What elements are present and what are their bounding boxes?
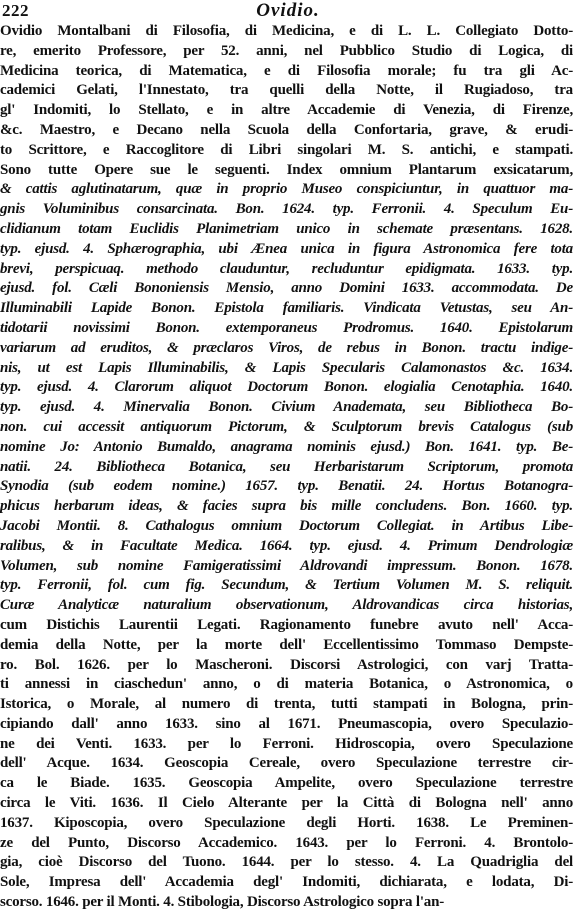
text-line: & cattis aglutinatarum, quæ in proprio Museo conspiciuntur, in quattuor ma- [0,181,573,198]
text-line: clidianum totam Euclidis Planimetriam unico in schemate præsentans. 1628. [0,220,573,237]
text-line: nis, ut est Lapis Illuminabilis, & Lapis Specularis Calamonastos &c. 1634. [0,359,573,376]
text-line: to Scrittore, e Raccoglitore di Libri singolari M. S. antichi, e stampati. [0,141,573,158]
text-line: gl' Indomiti, lo Stellato, e in altre Accademie di Venezia, di Firenze, [0,102,573,119]
running-head: Ovidio. [256,0,320,21]
text-line: &c. Maestro, e Decano nella Scuola della Confortaria, grave, & erudi- [0,121,573,138]
text-line: 1637. Kiposcopia, overo Speculazione degli Horti. 1638. Le Preminen- [0,814,573,831]
text-line: tidotarii novissimi Bonon. extemporaneus Prodromus. 1640. Epistolarum [0,319,573,336]
text-line: ro. Bol. 1626. per lo Mascheroni. Discorsi Astrologici, con varj Tratta- [0,656,573,673]
text-line: variarum ad eruditos, & præclaros Viros, de rebus in Bonon. tractu indige- [0,339,573,356]
text-line: natii. 24. Bibliotheca Botanica, seu Herbaristarum Scriptorum, promota [0,458,573,475]
text-line: ca le Biade. 1635. Geoscopia Ampelite, overo Speculazione terrestre [0,775,573,792]
text-line: typ. ejusd. 4. Clarorum aliquot Doctorum Bonon. elogialia Cenotaphia. 1640. [0,379,573,396]
text-line: Medicina teorica, di Matematica, e di Filosofia morale; fu tra gli Ac- [0,62,573,79]
text-line: circa le Viti. 1636. Il Cielo Alterante per la Città di Bologna nell' anno [0,795,573,812]
text-line: cademici Gelati, l'Innestato, tra quelli della Notte, il Rugiadoso, tra [0,82,573,99]
text-line: gia, cioè Discorso del Tuono. 1644. per lo stesso. 4. La Quadriglia del [0,854,573,871]
text-line: Istorica, o Morale, al numero di trenta, tutti stampati in Bologna, prin- [0,696,573,713]
text-line: phicus herbarum ideas, & facies supra bis mille concludens. Bon. 1660. typ. [0,498,573,515]
text-line: ze del Punto, Discorso Accademico. 1643. per lo Ferroni. 4. Brontolo- [0,834,573,851]
text-line: cum Distichis Laurentii Legati. Ragionamento funebre avuto nell' Acca- [0,616,573,633]
text-line: ralibus, & in Facultate Medica. 1664. typ. ejusd. 4. Primum Dendrologiæ [0,537,573,554]
text-line: typ. ejusd. 4. Minervalia Bonon. Civium Anademata, seu Bibliotheca Bo- [0,399,573,416]
text-line: ti annessi in ciaschedun' anno, o di materia Botanica, o Astronomica, o [0,676,573,693]
text-line: re, emerito Professore, per 52. anni, nel Pubblico Studio di Logica, di [0,42,573,59]
text-line: gnis Voluminibus consarcinata. Bon. 1624. typ. Ferronii. 4. Speculum Eu- [0,201,573,218]
page-header [0,0,576,22]
text-line: Jacobi Montii. 8. Cathalogus omnium Doctorum Collegiat. in Artibus Libe- [0,517,573,534]
text-line: scorso. 1646. per il Monti. 4. Stibologia, Discorso Astrologico sopra l'an- [0,894,445,911]
text-line: dell' Acque. 1634. Geoscopia Cereale, overo Speculazione terrestre cir- [0,755,573,772]
text-line: ne dei Venti. 1633. per lo Ferroni. Hidroscopia, overo Speculazione [0,735,573,752]
text-line: demia della Notte, per la morte dell' Eccellentissimo Tommaso Dempste- [0,636,573,653]
text-line: Sono tutte Opere sue le seguenti. Index omnium Plantarum exsicatarum, [0,161,573,178]
page-number: 222 [2,1,29,20]
text-line: brevi, perspicuaq. methodo clauduntur, recluduntur epidigmata. 1633. typ. [0,260,573,277]
text-line: Volumen, sub nomine Famigeratissimi Aldrovandi impressum. Bonon. 1678. [0,557,573,574]
entry-body-text [0,22,573,913]
text-line: ejusd. fol. Cæli Bononiensis Mensio, anno Domini 1633. accommodata. De [0,280,573,297]
text-line: typ. ejusd. 4. Sphærographia, ubi Ænea unica in figura Astronomica fere tota [0,240,573,257]
text-line: Ovidio Montalbani di Filosofia, di Medicina, e di L. L. Collegiato Dotto- [0,23,573,39]
text-line: Synodia (sub eodem nomine.) 1657. typ. Benatii. 24. Hortus Botanogra- [0,478,573,495]
text-line: nomine Jo: Antonio Bumaldo, anagrama nominis ejusd.) Bon. 1641. typ. Be- [0,438,573,455]
text-line: cipiando dall' anno 1633. sino al 1671. Pneumascopia, overo Speculazio- [0,715,573,732]
text-line: typ. Ferronii, fol. cum fig. Secundum, & Tertium Volumen M. S. reliquit. [0,577,573,594]
text-line: Illuminabili Lapide Bonon. Epistola familiaris. Vindicata Vetustas, seu An- [0,300,573,317]
text-line: Curæ Analyticæ naturalium observationum, Aldrovandicas circa historias, [0,597,573,614]
text-line: non. cui accessit antiquorum Pictorum, & Sculptorum brevis Catalogus (sub [0,418,573,435]
text-line: Sole, Impresa dell' Accademia degl' Indomiti, dichiarata, e lodata, Di- [0,874,573,891]
